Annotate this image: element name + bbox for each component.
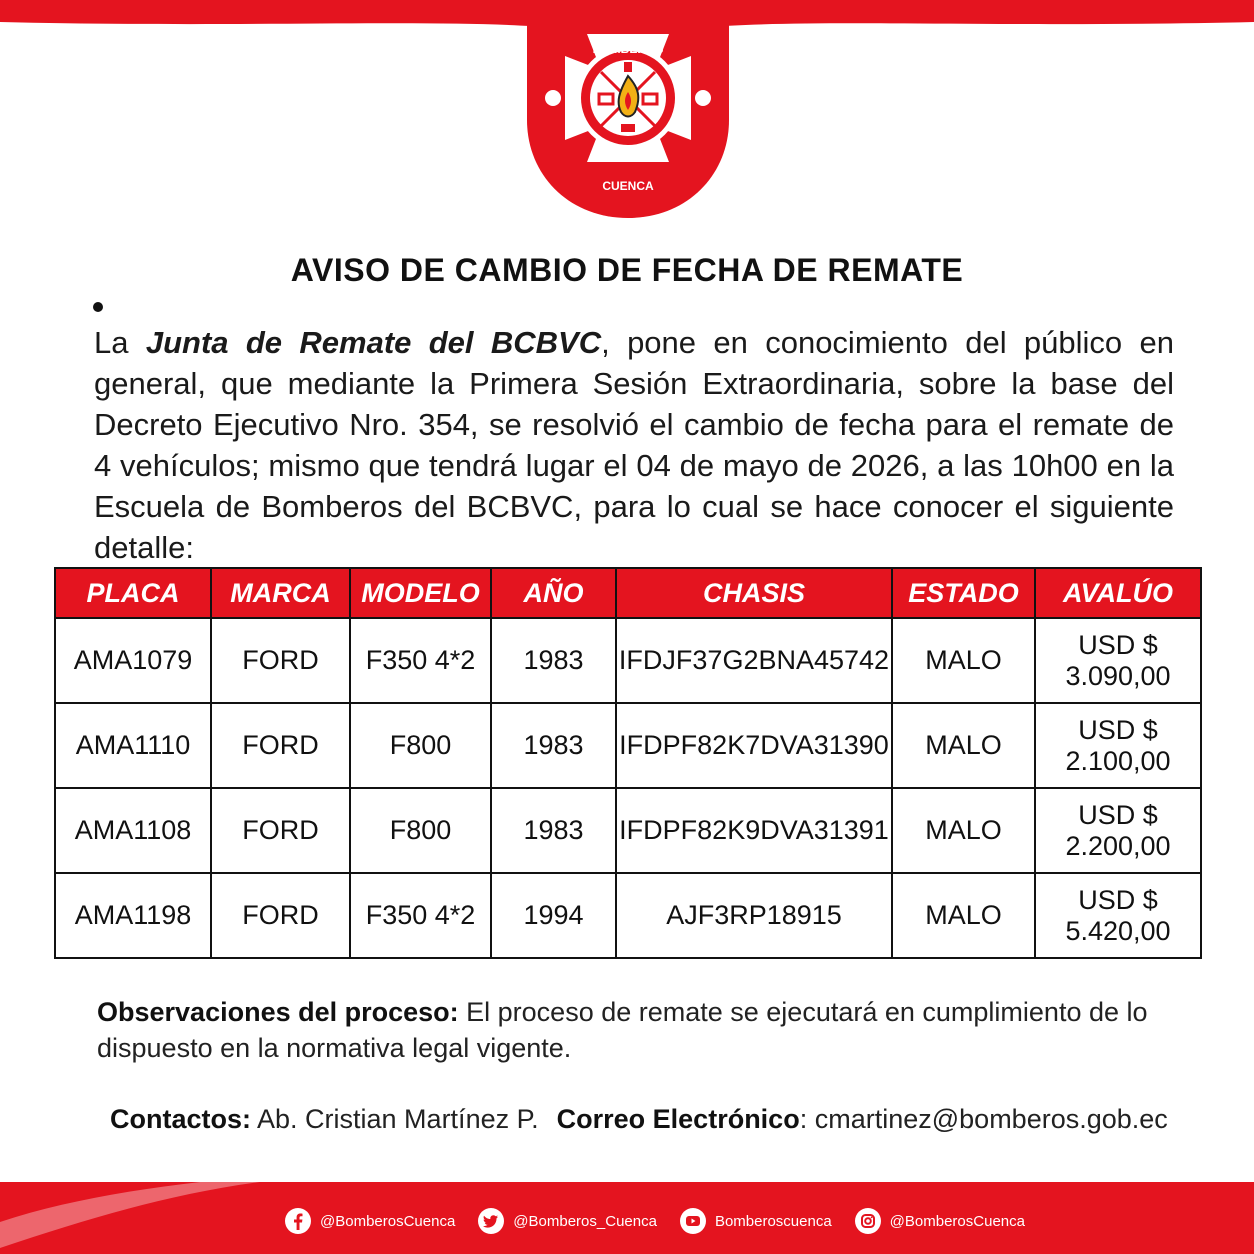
contacts-line bbox=[110, 1104, 1168, 1135]
social-facebook[interactable] bbox=[284, 1207, 455, 1235]
page-title: AVISO DE CAMBIO DE FECHA DE REMATE bbox=[290, 252, 964, 288]
cell-anio: 1983 bbox=[491, 703, 616, 788]
cell-placa: AMA1079 bbox=[55, 618, 211, 703]
contacts-label: Contactos: bbox=[110, 1104, 251, 1134]
twitter-icon bbox=[477, 1207, 505, 1235]
table-row bbox=[55, 703, 1201, 788]
youtube-icon bbox=[679, 1207, 707, 1235]
cell-avaluo bbox=[1035, 618, 1201, 703]
cell-estado: MALO bbox=[892, 788, 1035, 873]
cell-placa: AMA1108 bbox=[55, 788, 211, 873]
observations-body: El proceso de remate se ejecutará en cumplimiento de lo dispuesto en la normativa legal vigente. bbox=[97, 997, 1148, 1063]
social-twitter[interactable] bbox=[477, 1207, 657, 1235]
table-header-row bbox=[55, 568, 1201, 618]
cell-marca: FORD bbox=[211, 873, 350, 958]
cell-chasis: AJF3RP18915 bbox=[616, 873, 892, 958]
cell-chasis: IFDPF82K9DVA31391 bbox=[616, 788, 892, 873]
cell-avaluo bbox=[1035, 788, 1201, 873]
table-row bbox=[55, 788, 1201, 873]
header-placa: PLACA bbox=[55, 568, 211, 618]
avaluo-amount: 5.420,00 bbox=[1065, 915, 1171, 946]
social-youtube[interactable] bbox=[679, 1207, 832, 1235]
cell-estado: MALO bbox=[892, 618, 1035, 703]
intro-entity: Junta de Remate del BCBVC bbox=[145, 325, 602, 360]
intro-body: , pone en conocimiento del público en general, que mediante la Primera Sesión Extraordinaria, sobre la base del Decreto Ejecutivo Nro. 354, se resolvió el cambio de fecha para el remate de 4 vehículos; mismo que tendrá lugar el 04 de mayo de 2026, a las 10h00 en la Escuela de Bomberos del BCBVC, para lo cual se hace conocer el siguiente detalle: bbox=[94, 325, 1174, 565]
intro-prefix: La bbox=[94, 325, 146, 360]
facebook-icon bbox=[284, 1207, 312, 1235]
cell-avaluo bbox=[1035, 703, 1201, 788]
cell-estado: MALO bbox=[892, 873, 1035, 958]
avaluo-currency: USD $ bbox=[1078, 799, 1158, 830]
cell-marca: FORD bbox=[211, 618, 350, 703]
cell-chasis: IFDJF37G2BNA45742 bbox=[616, 618, 892, 703]
cell-placa: AMA1110 bbox=[55, 703, 211, 788]
cell-modelo: F800 bbox=[350, 703, 491, 788]
cell-avaluo bbox=[1035, 873, 1201, 958]
cell-marca: FORD bbox=[211, 788, 350, 873]
facebook-handle: @BomberosCuenca bbox=[320, 1212, 456, 1230]
header-marca: MARCA bbox=[211, 568, 350, 618]
cell-anio: 1983 bbox=[491, 788, 616, 873]
header-modelo: MODELO bbox=[350, 568, 491, 618]
cell-chasis: IFDPF82K7DVA31390 bbox=[616, 703, 892, 788]
vehicles-table bbox=[54, 567, 1202, 959]
header-anio: AÑO bbox=[491, 568, 616, 618]
youtube-handle: Bomberoscuenca bbox=[714, 1212, 832, 1230]
avaluo-amount: 3.090,00 bbox=[1065, 660, 1171, 691]
intro-paragraph bbox=[94, 322, 1174, 568]
email-label: Correo Electrónico bbox=[556, 1104, 800, 1134]
cell-marca: FORD bbox=[211, 703, 350, 788]
table-row bbox=[55, 618, 1201, 703]
twitter-handle: @Bomberos_Cuenca bbox=[513, 1212, 657, 1230]
cell-anio: 1994 bbox=[491, 873, 616, 958]
avaluo-amount: 2.200,00 bbox=[1065, 830, 1171, 861]
cell-modelo: F350 4*2 bbox=[350, 873, 491, 958]
header-chasis: CHASIS bbox=[616, 568, 892, 618]
instagram-handle: @BomberosCuenca bbox=[889, 1212, 1025, 1230]
avaluo-currency: USD $ bbox=[1078, 714, 1158, 745]
social-links bbox=[284, 1207, 1047, 1235]
avaluo-currency: USD $ bbox=[1078, 884, 1158, 915]
footer-swoosh bbox=[0, 1182, 260, 1254]
email-separator: : bbox=[799, 1104, 808, 1134]
cell-modelo: F350 4*2 bbox=[350, 618, 491, 703]
bomberos-cuenca-logo bbox=[527, 0, 729, 220]
cell-estado: MALO bbox=[892, 703, 1035, 788]
cell-modelo: F800 bbox=[350, 788, 491, 873]
table-row bbox=[55, 873, 1201, 958]
header-estado: ESTADO bbox=[892, 568, 1035, 618]
cell-placa: AMA1198 bbox=[55, 873, 211, 958]
cell-anio: 1983 bbox=[491, 618, 616, 703]
logo-top-text: BOMBEROS bbox=[592, 42, 664, 56]
social-instagram[interactable] bbox=[854, 1207, 1025, 1235]
contact-name: Ab. Cristian Martínez P. bbox=[251, 1104, 539, 1134]
avaluo-currency: USD $ bbox=[1078, 629, 1158, 660]
header-avaluo: AVALÚO bbox=[1035, 568, 1201, 618]
contact-email-link[interactable]: cmartinez@bomberos.gob.ec bbox=[807, 1104, 1168, 1134]
observations-label: Observaciones del proceso: bbox=[97, 997, 459, 1027]
avaluo-amount: 2.100,00 bbox=[1065, 745, 1171, 776]
logo-bottom-text: CUENCA bbox=[602, 179, 654, 193]
bullet-dot bbox=[93, 302, 103, 312]
instagram-icon bbox=[854, 1207, 882, 1235]
observations-text bbox=[97, 994, 1167, 1066]
